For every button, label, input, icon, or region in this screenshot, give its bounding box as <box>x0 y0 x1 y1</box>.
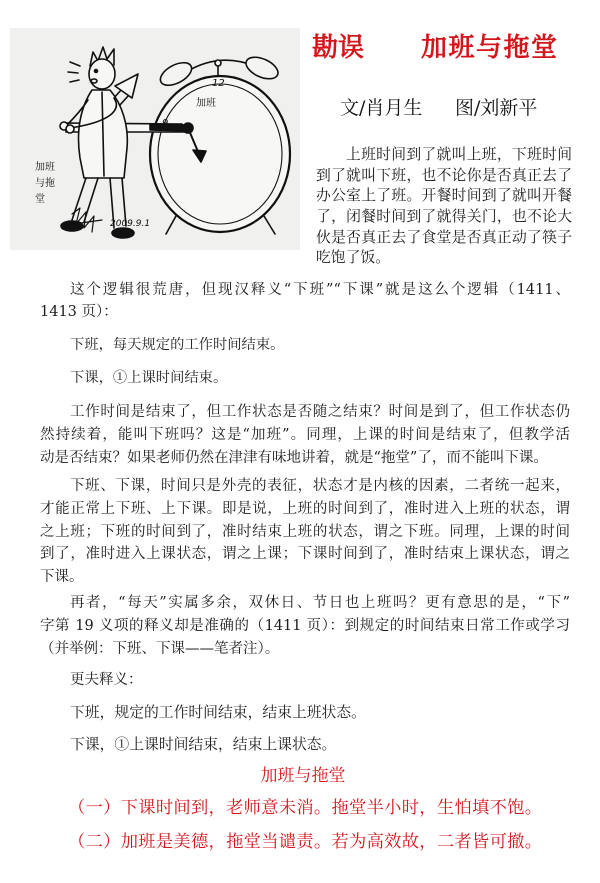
clock-hub <box>183 123 193 133</box>
man-eye <box>95 70 98 73</box>
dictionary-definition-xiaban: 下班，每天规定的工作时间结束。 <box>70 337 285 353</box>
clock-knob <box>215 60 221 66</box>
man-shoe-right <box>112 228 134 238</box>
paragraph-line: 到了，准时进入上课状态，谓之上课；下课时间到了，准时结束上课状态，谓之 <box>40 546 570 563</box>
illustration-caption-line-2: 与拖 <box>35 178 55 189</box>
paragraph-overtime <box>40 401 570 470</box>
dictionary-definition-xiake: 下课，①上课时间结束。 <box>70 370 228 386</box>
paragraph-line: 字第 19 义项的释义却是准确的（1411 页）：到规定的时间结束日常工作或学习 <box>40 618 570 634</box>
paragraph-line: 1413 页）： <box>40 304 118 320</box>
paragraph-line: 伙是否真正去了食堂是否真正动了筷子 <box>316 228 572 246</box>
paragraph-line: 下课。 <box>40 569 84 586</box>
long-hand-tip <box>150 125 186 131</box>
paragraph-line: 再者，“每天”实属多余，双休日、节日也上班吗？更有意思的是，“下” <box>70 595 570 611</box>
clock-number-12: 12 <box>212 78 225 89</box>
illustration-date: 2009.9.1 <box>110 219 151 229</box>
clock-outer-rim <box>150 76 290 232</box>
man-head <box>89 59 115 89</box>
author-byline: 文/肖月生 <box>340 97 423 119</box>
illustration-caption-line-3: 堂 <box>35 194 45 205</box>
paragraph-line: 这个逻辑很荒唐，但现汉释义“下班”“下课”就是这么个逻辑（1411、 <box>70 282 570 298</box>
poem-title: 加班与拖堂 <box>260 766 346 786</box>
illustration-caption-line-1: 加班 <box>35 162 55 173</box>
erratum-tag: 勘误 <box>312 33 365 63</box>
article-title: 加班与拖堂 <box>421 33 559 63</box>
clock-face-text: 加班 <box>196 98 216 109</box>
poem-line: （二）加班是美德，拖堂当谴责。若为高效故，二者皆可撤。 <box>68 832 542 852</box>
paragraph-line: 吃饱了饭。 <box>316 249 390 267</box>
paragraph-logic <box>40 279 570 323</box>
paragraph-everyday <box>40 592 570 661</box>
paragraph-line: 了，闭餐时间到了就得关门，也不论大 <box>316 208 572 226</box>
paragraph-line: 上班时间到了就叫上班，下班时间 <box>346 146 572 163</box>
paragraph-line: 然持续着，能叫下班吗？这是“加班”。同理，上课的时间是结束了，但教学活 <box>40 427 570 443</box>
paragraph-line: （并举例：下班、下课——笔者注）。 <box>40 641 280 657</box>
man-hand-right <box>66 125 74 133</box>
intro-paragraph <box>316 145 572 269</box>
cartoon-illustration <box>10 28 300 250</box>
paragraph-line: 下班、下课，时间只是外壳的表征，状态才是内核的因素，二者统一起来， <box>70 478 570 494</box>
paragraph-line: 之上班；下班的时间到了，准时结束上班的状态，谓之下班。同理，上课的时间 <box>40 523 570 540</box>
revised-definition-label: 更夫释义： <box>70 672 143 688</box>
man-shoe-left <box>61 221 83 231</box>
paragraph-line: 工作时间是结束了，但工作状态是否随之结束？时间是到了，但工作状态仍 <box>70 404 570 420</box>
paragraph-line: 才能正常上下班、上下课。即是说，上班的时间到了，准时进入上班的状态，谓 <box>40 500 570 517</box>
paragraph-line: 动是否结束？如果老师仍然在津津有味地讲着，就是“拖堂”了，而不能叫下课。 <box>40 450 548 466</box>
paragraph-line: 到了就叫下班，也不论你是否真正去了 <box>316 166 572 184</box>
poem-line: （一）下课时间到，老师意未消。拖堂半小时，生怕填不饱。 <box>68 798 542 818</box>
paragraph-line: 办公室上了班。开餐时间到了就叫开餐 <box>316 187 572 205</box>
revised-definition-xiaban: 下班，规定的工作时间结束，结束上班状态。 <box>70 704 366 721</box>
revised-definition-xiake: 下课，①上课时间结束，结束上课状态。 <box>70 736 337 753</box>
illustrator-byline: 图/刘新平 <box>455 97 538 119</box>
paragraph-time-and-state <box>40 475 570 589</box>
